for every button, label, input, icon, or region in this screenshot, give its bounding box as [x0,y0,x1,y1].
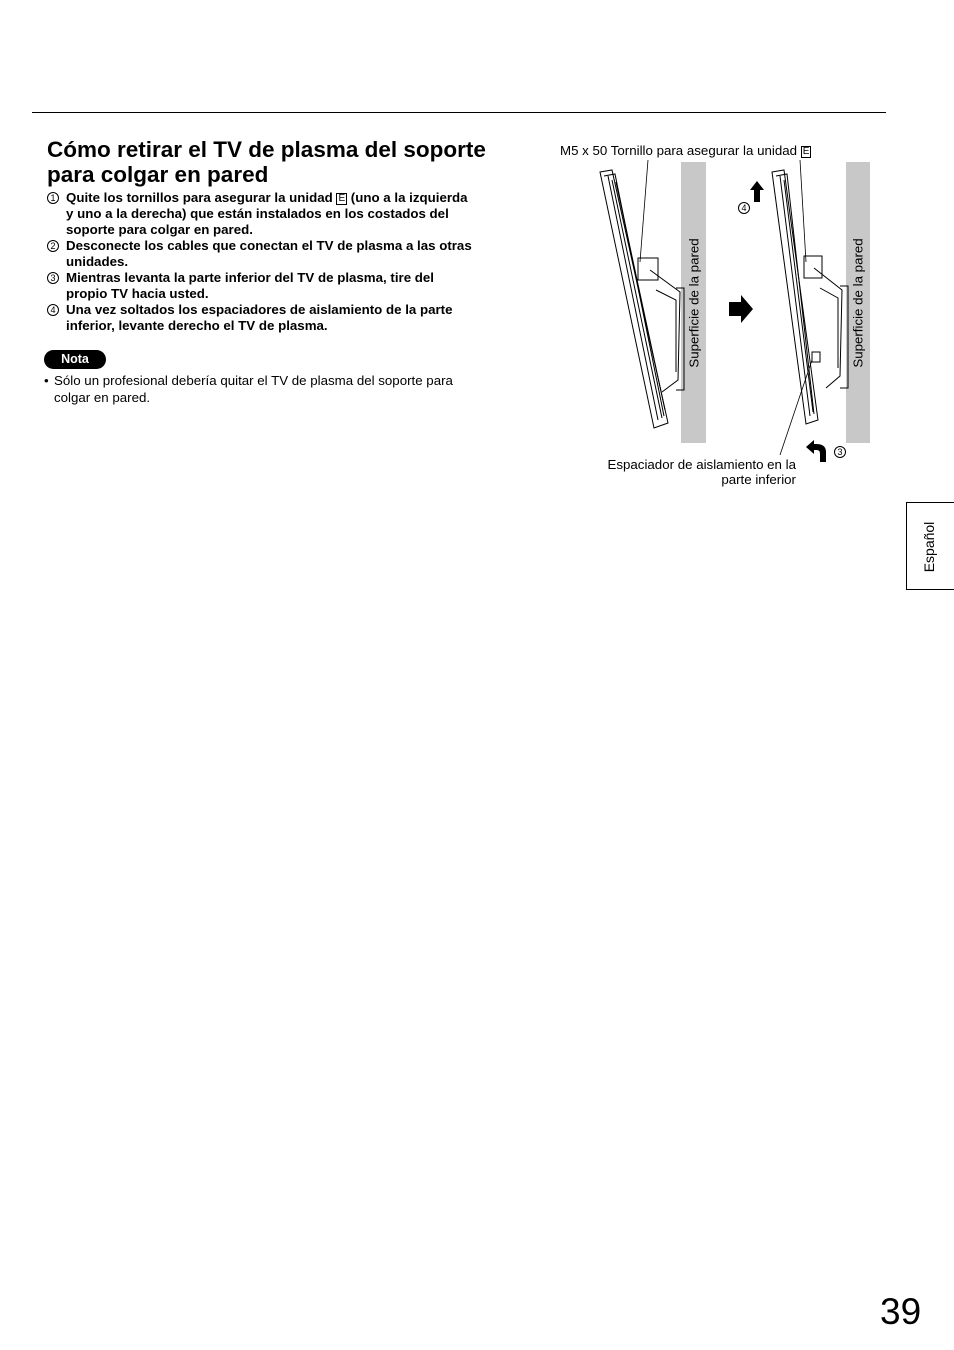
callout-step-4: 4 [738,202,750,214]
step-4-text: Una vez soltados los espaciadores de aislamiento de la parte inferior, levante derecho el TV de plasma. [66,302,453,333]
step-1-number: 1 [47,192,59,204]
step-3-number: 3 [47,272,59,284]
section-title: Cómo retirar el TV de plasma del soporte para colgar en pared [47,137,486,187]
note-bullet: • [44,373,49,388]
screw-leader-right [800,160,806,262]
step-1-text-b: (uno a la izquierda y uno a la derecha) que están instalados en los costados del soporte para colgar en pared. [66,190,468,237]
spacer-label: Espaciador de aislamiento en la parte inferior [607,457,796,487]
tv-right-drawing [772,170,848,424]
right-arrow-icon [729,295,753,323]
tv-left-drawing [600,170,684,428]
language-tab [906,502,954,590]
page-number: 39 [880,1291,922,1332]
note-text: Sólo un profesional debería quitar el TV de plasma del soporte para colgar en pared. [54,373,453,405]
step-4-number: 4 [47,304,59,316]
callout-step-3: 3 [834,446,846,458]
note-badge: Nota [44,350,106,369]
wall-label-left: Superficie de la pared [686,237,701,368]
screw-leader-left [640,160,648,262]
unit-e-box: E [338,193,346,204]
language-tab-label: Español [921,521,937,573]
screw-unit-box: E [802,146,810,157]
up-arrow-icon [750,181,764,202]
step-2-number: 2 [47,240,59,252]
curved-arrow-icon [806,440,826,462]
step-2-text: Desconecte los cables que conectan el TV de plasma a las otras unidades. [66,238,472,269]
tv-removal-diagram [0,0,954,600]
screw-label-text: M5 x 50 Tornillo para asegurar la unidad [560,143,801,158]
wall-label-right: Superficie de la pared [850,237,866,368]
step-3-text: Mientras levanta la parte inferior del TV de plasma, tire del propio TV hacia usted. [66,270,435,301]
step-1-text-a: Quite los tornillos para asegurar la unidad [66,190,337,205]
